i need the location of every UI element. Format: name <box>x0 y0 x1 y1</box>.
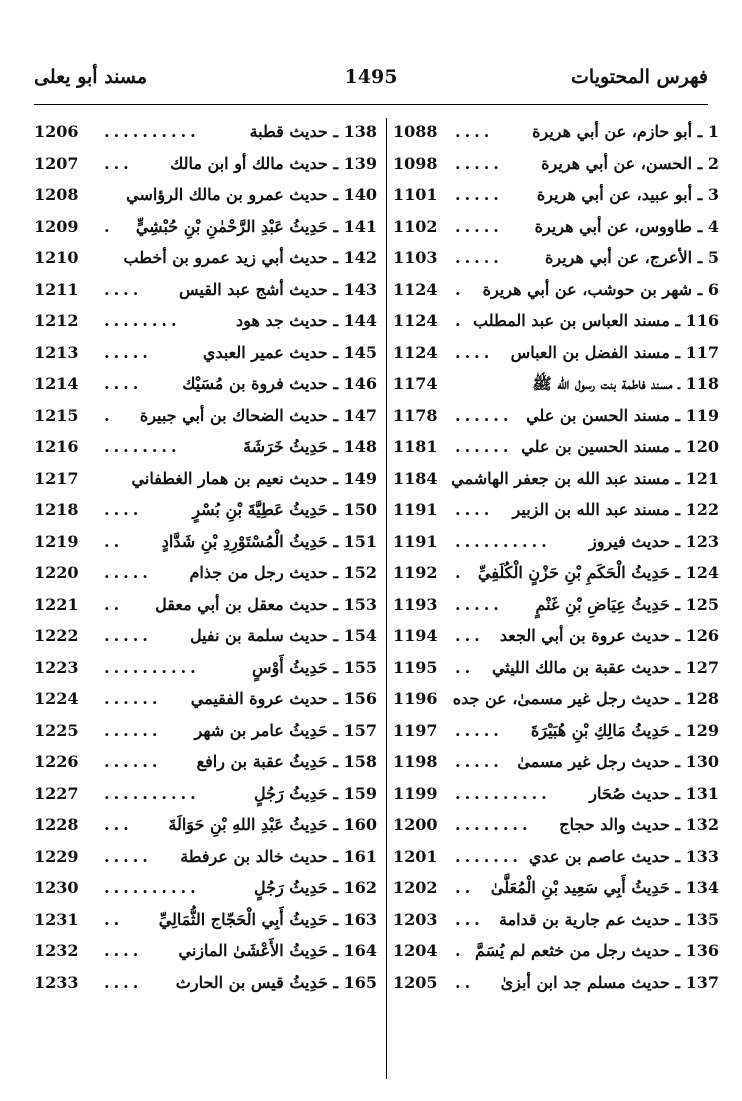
toc-entry-title: 4 ـ طاووس، عن أبي هريرة <box>534 216 719 236</box>
toc-entry <box>34 276 377 306</box>
toc-entry <box>393 496 719 526</box>
toc-page-number: 1184 <box>393 468 438 488</box>
toc-page-number: 1216 <box>34 437 79 456</box>
toc-leader-dots: . <box>455 941 465 960</box>
toc-entry-title: 151 ـ حَدِيثُ الْمُسْتَوْرِدِ بْنِ شَدَّادٍ <box>161 531 377 551</box>
toc-entry-title: 143 ـ حديث أشج عبد القيس <box>179 279 377 299</box>
toc-entry-title: 1 ـ أبو حازم، عن أبي هريرة <box>532 122 719 141</box>
toc-leader-dots: .. <box>455 878 475 897</box>
toc-page-number: 1101 <box>393 185 438 204</box>
toc-entry <box>393 780 719 810</box>
page-header <box>34 66 708 96</box>
toc-entry-title: 155 ـ حَدِيثُ أَوْسٍ <box>252 657 377 677</box>
header-rule <box>34 104 708 105</box>
toc-leader-dots: ...... <box>104 689 162 708</box>
toc-page-number: 1191 <box>393 531 438 551</box>
toc-leader-dots: .......... <box>104 657 200 677</box>
toc-page-number: 1230 <box>34 878 79 897</box>
toc-entry <box>393 465 719 495</box>
toc-entry <box>393 433 719 463</box>
toc-page-number: 1231 <box>34 909 79 929</box>
toc-page-number: 1222 <box>34 626 79 645</box>
toc-entry-title: 5 ـ الأعرج، عن أبي هريرة <box>544 248 719 267</box>
toc-page-number: 1217 <box>34 468 79 488</box>
toc-page-number: 1103 <box>393 248 438 267</box>
toc-entry-title: 126 ـ حديث عروة بن أبي الجعد <box>499 626 719 645</box>
toc-page-number: 1088 <box>393 122 438 141</box>
toc-entry <box>34 906 377 936</box>
toc-leader-dots: ..... <box>455 216 503 236</box>
toc-entry-title: 122 ـ مسند عبد الله بن الزبير <box>512 500 719 519</box>
toc-entry <box>34 780 377 810</box>
toc-page-number: 1201 <box>393 846 438 866</box>
toc-entry <box>393 654 719 684</box>
toc-entry-title: 134 ـ حَدِيثُ أَبِي سَعِيد بْنِ الْمُعَلَّىٰ <box>490 878 719 897</box>
toc-entry-title: 156 ـ حديث عروة الفقيمي <box>190 689 377 708</box>
toc-entry <box>34 181 377 211</box>
toc-entry <box>393 843 719 873</box>
toc-leader-dots: . <box>104 216 114 236</box>
toc-page-number: 1227 <box>34 783 79 803</box>
toc-entry-title: 146 ـ حديث فروة بن مُسَيْك <box>182 374 377 393</box>
toc-page-number: 1199 <box>393 783 438 803</box>
toc-page-number: 1223 <box>34 657 79 677</box>
toc-leader-dots: .... <box>455 342 494 362</box>
toc-leader-dots: .. <box>455 657 475 677</box>
toc-entry <box>393 811 719 841</box>
toc-leader-dots: ..... <box>104 846 152 866</box>
toc-page-number: 1206 <box>34 122 79 141</box>
toc-entry-title: 3 ـ أبو عبيد، عن أبي هريرة <box>536 185 719 204</box>
toc-entry-title: 139 ـ حديث مالك أو ابن مالك <box>170 153 377 173</box>
toc-entry <box>393 906 719 936</box>
toc-entry <box>393 150 719 180</box>
toc-page-number: 1205 <box>393 972 438 992</box>
toc-leader-dots: ... <box>104 815 133 834</box>
toc-entry-title: 142 ـ حديث أبي زيد عمرو بن أخطب <box>123 248 377 267</box>
toc-entry-title: 162 ـ حَدِيثُ رَجُلٍ <box>254 878 377 897</box>
toc-entry-title: 123 ـ حديث فيروز <box>588 531 719 551</box>
toc-entry-title: 119 ـ مسند الحسن بن علي <box>526 405 719 425</box>
toc-leader-dots: .......... <box>455 783 551 803</box>
toc-page-number: 1229 <box>34 846 79 866</box>
toc-entry <box>393 244 719 274</box>
toc-entry-title: 6 ـ شهر بن حوشب، عن أبي هريرة <box>482 279 719 299</box>
toc-page-number: 1211 <box>34 279 79 299</box>
toc-entry-title: 153 ـ حديث معقل بن أبي معقل <box>155 594 377 614</box>
toc-entry-title: 154 ـ حديث سلمة بن نفيل <box>189 626 377 645</box>
toc-leader-dots: .. <box>455 972 475 992</box>
toc-page-number: 1196 <box>393 689 438 708</box>
toc-leader-dots: .... <box>104 279 143 299</box>
toc-entry <box>393 685 719 715</box>
toc-leader-dots: ..... <box>104 626 152 645</box>
toc-entry-title: 148 ـ حَدِيثُ خَرَشَةَ <box>243 437 377 456</box>
toc-entry <box>393 307 719 337</box>
toc-leader-dots: ... <box>455 909 484 929</box>
toc-entry-title: 124 ـ حَدِيثُ الْحَكَمِ بْنِ حَزْنٍ الْكُلَفِيِّ <box>477 563 719 582</box>
toc-leader-dots: .......... <box>104 122 200 141</box>
toc-entry <box>34 559 377 589</box>
toc-leader-dots: ........ <box>104 311 181 330</box>
toc-page-number: 1124 <box>393 279 438 299</box>
toc-entry <box>393 276 719 306</box>
toc-entry-title: 149 ـ حديث نعيم بن همار الغطفاني <box>131 468 377 488</box>
toc-leader-dots: .... <box>455 122 494 141</box>
toc-entry-title: 131 ـ حديث صُحَار <box>589 783 719 803</box>
toc-entry <box>393 402 719 432</box>
toc-leader-dots: .... <box>104 972 143 992</box>
toc-leader-dots: ...... <box>455 405 513 425</box>
toc-entry <box>34 843 377 873</box>
toc-entry-title: 130 ـ حديث رجل غير مسمىٰ <box>517 752 719 771</box>
toc-entry <box>393 937 719 967</box>
toc-entry <box>34 150 377 180</box>
toc-entry <box>393 591 719 621</box>
toc-leader-dots: ...... <box>104 752 162 771</box>
toc-entry <box>393 874 719 904</box>
toc-leader-dots: .... <box>455 500 494 519</box>
toc-entry <box>393 118 719 148</box>
toc-leader-dots: ..... <box>455 752 503 771</box>
toc-entry <box>34 307 377 337</box>
toc-leader-dots: . <box>104 405 114 425</box>
toc-entry-title: 121 ـ مسند عبد الله بن جعفر الهاشمي <box>451 468 719 488</box>
toc-leader-dots: .... <box>104 941 143 960</box>
toc-entry <box>34 874 377 904</box>
toc-leader-dots: .......... <box>455 531 551 551</box>
book-title: مسند أبو يعلى <box>34 66 148 88</box>
toc-page-number: 1212 <box>34 311 79 330</box>
toc-entry <box>393 748 719 778</box>
toc-entry-title: 164 ـ حَدِيثُ الأَعْشَىٰ المازني <box>178 941 377 960</box>
toc-leader-dots: ..... <box>455 720 503 740</box>
toc-entry-title: 160 ـ حَدِيثُ عَبْدِ اللهِ بْنِ حَوَالَةَ <box>168 815 377 834</box>
toc-entry <box>34 213 377 243</box>
toc-leader-dots: ........ <box>104 437 181 456</box>
toc-entry <box>393 181 719 211</box>
toc-page-number: 1215 <box>34 405 79 425</box>
toc-leader-dots: ..... <box>455 248 503 267</box>
toc-leader-dots: .. <box>104 594 124 614</box>
toc-entry-title: 128 ـ حديث رجل غير مسمىٰ، عن جده <box>452 689 719 708</box>
toc-page-number: 1233 <box>34 972 79 992</box>
toc-page-number: 1193 <box>393 594 438 614</box>
toc-page-number: 1203 <box>393 909 438 929</box>
toc-entry-title: 136 ـ حديث رجل من خثعم لم يُسَمَّ <box>474 941 719 960</box>
toc-entry-title: 132 ـ حديث والد حجاج <box>559 815 719 834</box>
toc-leader-dots: .... <box>104 500 143 519</box>
toc-entry <box>393 559 719 589</box>
toc-entry <box>393 622 719 652</box>
toc-leader-dots: ...... <box>104 720 162 740</box>
toc-entry <box>34 339 377 369</box>
toc-page-number: 1204 <box>393 941 438 960</box>
toc-page-number: 1213 <box>34 342 79 362</box>
toc-page-number: 1174 <box>393 374 438 393</box>
toc-leader-dots: ........ <box>455 815 532 834</box>
toc-page-number: 1210 <box>34 248 79 267</box>
toc-page-number: 1200 <box>393 815 438 834</box>
toc-entry <box>34 717 377 747</box>
toc-entry <box>393 213 719 243</box>
toc-page-number: 1195 <box>393 657 438 677</box>
toc-page-number: 1208 <box>34 185 79 204</box>
toc-entry <box>393 528 719 558</box>
toc-page-number: 1124 <box>393 342 438 362</box>
toc-page-number: 1124 <box>393 311 438 330</box>
toc-entry-title: 118 ـ مسند فاطمة بنت رسول الله ﷺ <box>532 374 719 393</box>
toc-entry-title: 2 ـ الحسن، عن أبي هريرة <box>541 153 719 173</box>
toc-leader-dots: ..... <box>455 153 503 173</box>
toc-leader-dots: ..... <box>104 342 152 362</box>
toc-leader-dots: .. <box>104 531 124 551</box>
toc-entry <box>34 654 377 684</box>
toc-page-number: 1224 <box>34 689 79 708</box>
toc-page-number: 1232 <box>34 941 79 960</box>
toc-entry <box>34 244 377 274</box>
toc-entry-title: 157 ـ حَدِيثُ عامر بن شهر <box>194 720 377 740</box>
toc-leader-dots: .......... <box>104 878 200 897</box>
toc-page-number: 1209 <box>34 216 79 236</box>
toc-entry-title: 161 ـ حديث خالد بن عرفطة <box>180 846 377 866</box>
toc-entry-title: 158 ـ حَدِيثُ عقبة بن رافع <box>196 752 377 771</box>
toc-leader-dots: ... <box>104 153 133 173</box>
toc-entry <box>34 465 377 495</box>
toc-leader-dots: ..... <box>455 185 503 204</box>
toc-entry-title: 133 ـ حديث عاصم بن عدي <box>528 846 719 866</box>
toc-page-number: 1226 <box>34 752 79 771</box>
toc-entry-title: 127 ـ حديث عقبة بن مالك الليثي <box>491 657 719 677</box>
toc-page-number: 1197 <box>393 720 438 740</box>
toc-page-number: 1214 <box>34 374 79 393</box>
toc-entry-title: 147 ـ حديث الضحاك بن أبي جبيرة <box>139 405 377 425</box>
toc-entry-title: 140 ـ حديث عمرو بن مالك الرؤاسي <box>126 185 377 204</box>
toc-entry <box>393 339 719 369</box>
toc-entry-title: 120 ـ مسند الحسين بن علي <box>521 437 719 456</box>
toc-page-number: 1192 <box>393 563 438 582</box>
toc-leader-dots: .......... <box>104 783 200 803</box>
toc-entry-title: 145 ـ حديث عمير العبدي <box>202 342 377 362</box>
toc-page-number: 1218 <box>34 500 79 519</box>
page-number: 1495 <box>344 66 398 88</box>
toc-entry-title: 129 ـ حَدِيثُ مَالِكِ بْنِ هُبَيْرَةَ <box>530 720 719 740</box>
toc-leader-dots: . <box>455 311 465 330</box>
toc-entry-title: 117 ـ مسند الفضل بن العباس <box>510 342 719 362</box>
toc-leader-dots: ..... <box>455 594 503 614</box>
toc-entry <box>34 622 377 652</box>
toc-entry-title: 135 ـ حديث عم جارية بن قدامة <box>499 909 719 929</box>
toc-leader-dots: ..... <box>104 563 152 582</box>
toc-entry-title: 138 ـ حديث قطبة <box>249 122 377 141</box>
toc-entry-title: 125 ـ حَدِيثُ عِيَاضِ بْنِ غَنْمٍ <box>535 594 719 614</box>
toc-entry-title: 165 ـ حَدِيثُ قيس بن الحارث <box>175 972 377 992</box>
toc-leader-dots: . <box>455 563 465 582</box>
column-divider <box>386 118 387 1079</box>
toc-entry-title: 137 ـ حديث مسلم جد ابن أبزىٰ <box>500 972 719 992</box>
toc-page-number: 1194 <box>393 626 438 645</box>
toc-entry <box>34 685 377 715</box>
toc-leader-dots: .... <box>104 374 143 393</box>
toc-page-number: 1178 <box>393 405 438 425</box>
toc-entry <box>34 937 377 967</box>
toc-entry <box>34 748 377 778</box>
toc-page-number: 1098 <box>393 153 438 173</box>
toc-entry <box>34 591 377 621</box>
toc-page-number: 1181 <box>393 437 438 456</box>
toc-entry-title: 141 ـ حَدِيثُ عَبْدِ الرَّحْمٰنِ بْنِ حُبْشِيٍّ <box>135 216 377 236</box>
toc-leader-dots: ...... <box>455 437 513 456</box>
toc-entry <box>34 433 377 463</box>
toc-entry-title: 150 ـ حَدِيثُ عَطِيَّةَ بْنِ بُسْرٍ <box>192 500 377 519</box>
toc-page-number: 1202 <box>393 878 438 897</box>
toc-entry-title: 144 ـ حديث جد هود <box>236 311 377 330</box>
toc-entry-title: 159 ـ حَدِيثُ رَجُلٍ <box>254 783 377 803</box>
toc-entry <box>34 811 377 841</box>
toc-entry <box>34 370 377 400</box>
toc-page-number: 1225 <box>34 720 79 740</box>
toc-entry <box>393 717 719 747</box>
toc-entry <box>34 969 377 999</box>
toc-entry-title: 116 ـ مسند العباس بن عبد المطلب <box>473 311 719 330</box>
toc-entry <box>34 402 377 432</box>
toc-page-number: 1191 <box>393 500 438 519</box>
toc-page-number: 1219 <box>34 531 79 551</box>
toc-entry <box>393 370 719 400</box>
toc-leader-dots: .. <box>104 909 124 929</box>
toc-entry <box>34 118 377 148</box>
toc-page-number: 1228 <box>34 815 79 834</box>
toc-leader-dots: ....... <box>455 846 522 866</box>
toc-page-number: 1220 <box>34 563 79 582</box>
toc-entry-title: 152 ـ حديث رجل من جذام <box>189 563 377 582</box>
toc-page-number: 1198 <box>393 752 438 771</box>
toc-entry <box>34 528 377 558</box>
toc-entry <box>34 496 377 526</box>
toc-leader-dots: ... <box>455 626 484 645</box>
toc-page-number: 1207 <box>34 153 79 173</box>
toc-entry-title: 163 ـ حَدِيثُ أَبِي الْحَجّاج الثُّمَالِيِّ <box>158 909 377 929</box>
toc-leader-dots: . <box>455 279 465 299</box>
toc-entry <box>393 969 719 999</box>
section-title: فهرس المحتويات <box>571 66 708 88</box>
toc-page-number: 1102 <box>393 216 438 236</box>
toc-page-number: 1221 <box>34 594 79 614</box>
